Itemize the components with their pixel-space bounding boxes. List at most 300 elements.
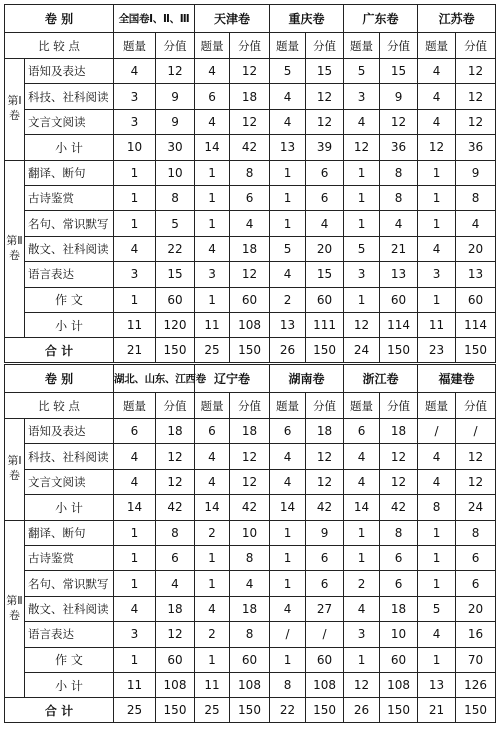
- value-cell: 12: [456, 444, 496, 469]
- row-item-label: 小 计: [25, 312, 114, 337]
- value-cell: 13: [380, 262, 418, 287]
- value-cell: 60: [230, 647, 270, 672]
- value-cell: 12: [156, 59, 195, 84]
- value-cell: 4: [418, 469, 456, 494]
- value-cell: 60: [156, 647, 195, 672]
- value-cell: 11: [114, 672, 156, 697]
- value-cell: 1: [418, 545, 456, 570]
- table-row: [5, 469, 496, 494]
- value-cell: 108: [230, 672, 270, 697]
- value-cell: 8: [156, 185, 195, 210]
- value-cell: 11: [418, 312, 456, 337]
- table-row: [5, 160, 496, 185]
- table-row: [5, 545, 496, 570]
- value-cell: 1: [418, 520, 456, 545]
- value-cell: 1: [195, 160, 230, 185]
- value-cell: 1: [195, 185, 230, 210]
- value-cell: 4: [418, 59, 456, 84]
- value-cell: 10: [156, 160, 195, 185]
- value-cell: 12: [456, 59, 496, 84]
- value-cell: 18: [156, 419, 195, 444]
- value-cell: 5: [156, 211, 195, 236]
- row-item-label: 小 计: [25, 135, 114, 160]
- value-cell: 12: [230, 59, 270, 84]
- value-cell: 60: [380, 647, 418, 672]
- value-cell: 1: [114, 287, 156, 312]
- province-header: 福建卷: [418, 365, 496, 393]
- value-cell: 18: [156, 596, 195, 621]
- value-cell: 70: [456, 647, 496, 672]
- total-cell: 150: [306, 698, 344, 723]
- comparison-table-1: [4, 4, 496, 363]
- value-cell: 108: [156, 672, 195, 697]
- value-cell: 11: [195, 312, 230, 337]
- total-cell: 21: [114, 338, 156, 363]
- section-label-1: 第Ⅰ卷: [5, 419, 25, 521]
- value-cell: 1: [270, 571, 306, 596]
- province-header: 全国卷Ⅰ、Ⅱ、Ⅲ: [114, 5, 195, 33]
- value-cell: 15: [156, 262, 195, 287]
- value-cell: 8: [418, 495, 456, 520]
- total-cell: 150: [156, 338, 195, 363]
- value-cell: 12: [456, 469, 496, 494]
- value-cell: 12: [156, 444, 195, 469]
- section-label-2: 第Ⅱ卷: [5, 160, 25, 338]
- value-cell: 1: [270, 160, 306, 185]
- value-cell: 4: [195, 596, 230, 621]
- value-cell: 12: [306, 444, 344, 469]
- value-cell: 27: [306, 596, 344, 621]
- table-row: [5, 672, 496, 697]
- value-cell: 8: [230, 622, 270, 647]
- province-header: 广东卷: [344, 5, 418, 33]
- value-cell: /: [306, 622, 344, 647]
- value-cell: 3: [114, 622, 156, 647]
- col-tiliang: 题量: [344, 33, 380, 59]
- value-cell: 12: [230, 109, 270, 134]
- value-cell: 5: [418, 596, 456, 621]
- value-cell: 14: [344, 495, 380, 520]
- table-row: [5, 262, 496, 287]
- row-item-label: 名句、常识默写: [25, 211, 114, 236]
- value-cell: 60: [306, 287, 344, 312]
- value-cell: 15: [306, 262, 344, 287]
- col-tiliang: 题量: [418, 393, 456, 419]
- value-cell: 9: [156, 109, 195, 134]
- value-cell: 126: [456, 672, 496, 697]
- total-cell: 150: [230, 338, 270, 363]
- value-cell: 18: [380, 596, 418, 621]
- section-label-2: 第Ⅱ卷: [5, 520, 25, 698]
- value-cell: 20: [306, 236, 344, 261]
- row-item-label: 语知及表达: [25, 59, 114, 84]
- value-cell: 42: [380, 495, 418, 520]
- table-row: [5, 495, 496, 520]
- total-cell: 25: [114, 698, 156, 723]
- value-cell: 2: [195, 622, 230, 647]
- province-header: 江苏卷: [418, 5, 496, 33]
- value-cell: 20: [456, 236, 496, 261]
- total-cell: 150: [306, 338, 344, 363]
- province-header: 重庆卷: [270, 5, 344, 33]
- value-cell: 4: [456, 211, 496, 236]
- value-cell: 60: [156, 287, 195, 312]
- total-cell: 25: [195, 698, 230, 723]
- col-tiliang: 题量: [114, 33, 156, 59]
- value-cell: 13: [456, 262, 496, 287]
- table-row: [5, 571, 496, 596]
- value-cell: 12: [344, 312, 380, 337]
- value-cell: 6: [156, 545, 195, 570]
- value-cell: 1: [195, 571, 230, 596]
- value-cell: 1: [418, 571, 456, 596]
- row-item-label: 古诗鉴赏: [25, 545, 114, 570]
- value-cell: 42: [230, 135, 270, 160]
- value-cell: 120: [156, 312, 195, 337]
- value-cell: 4: [418, 444, 456, 469]
- value-cell: 39: [306, 135, 344, 160]
- value-cell: 4: [418, 236, 456, 261]
- value-cell: 1: [195, 211, 230, 236]
- value-cell: 9: [456, 160, 496, 185]
- col-tiliang: 题量: [195, 33, 230, 59]
- col-tiliang: 题量: [270, 33, 306, 59]
- value-cell: 4: [344, 109, 380, 134]
- value-cell: 18: [230, 84, 270, 109]
- value-cell: 1: [270, 545, 306, 570]
- total-label: 合 计: [5, 698, 114, 723]
- col-tiliang: 题量: [114, 393, 156, 419]
- value-cell: 20: [456, 596, 496, 621]
- value-cell: 1: [195, 287, 230, 312]
- value-cell: 42: [230, 495, 270, 520]
- province-header: 湖北、山东、江西卷: [114, 365, 195, 393]
- table-row: [5, 647, 496, 672]
- value-cell: 1: [195, 545, 230, 570]
- comparison-table-2: [4, 364, 496, 723]
- value-cell: 9: [380, 84, 418, 109]
- value-cell: 11: [114, 312, 156, 337]
- value-cell: 13: [270, 135, 306, 160]
- table-row: [5, 84, 496, 109]
- province-header: 湖南卷: [270, 365, 344, 393]
- value-cell: 114: [456, 312, 496, 337]
- row-item-label: 作 文: [25, 647, 114, 672]
- value-cell: 5: [270, 236, 306, 261]
- value-cell: 6: [114, 419, 156, 444]
- col-fenzhi: 分值: [456, 393, 496, 419]
- value-cell: 4: [380, 211, 418, 236]
- total-cell: 26: [270, 338, 306, 363]
- value-cell: 13: [270, 312, 306, 337]
- col-fenzhi: 分值: [306, 33, 344, 59]
- value-cell: 1: [344, 520, 380, 545]
- row-item-label: 小 计: [25, 672, 114, 697]
- value-cell: 13: [418, 672, 456, 697]
- value-cell: 60: [456, 287, 496, 312]
- row-item-label: 语言表达: [25, 262, 114, 287]
- value-cell: 9: [306, 520, 344, 545]
- value-cell: 3: [114, 84, 156, 109]
- value-cell: 4: [344, 596, 380, 621]
- value-cell: 4: [270, 109, 306, 134]
- value-cell: 4: [418, 84, 456, 109]
- value-cell: 3: [344, 622, 380, 647]
- value-cell: 4: [418, 109, 456, 134]
- row-item-label: 文言文阅读: [25, 109, 114, 134]
- value-cell: 1: [344, 160, 380, 185]
- province-header: 天津卷: [195, 5, 270, 33]
- value-cell: 1: [344, 647, 380, 672]
- value-cell: 3: [114, 262, 156, 287]
- value-cell: 4: [195, 109, 230, 134]
- value-cell: 1: [195, 647, 230, 672]
- value-cell: 14: [195, 495, 230, 520]
- value-cell: 108: [306, 672, 344, 697]
- row-item-label: 语言表达: [25, 622, 114, 647]
- total-cell: 150: [456, 698, 496, 723]
- value-cell: 1: [114, 520, 156, 545]
- value-cell: 6: [230, 185, 270, 210]
- value-cell: 4: [270, 262, 306, 287]
- value-cell: 4: [418, 622, 456, 647]
- value-cell: 4: [270, 84, 306, 109]
- value-cell: 3: [418, 262, 456, 287]
- value-cell: 14: [270, 495, 306, 520]
- value-cell: 8: [230, 545, 270, 570]
- table-row: [5, 211, 496, 236]
- province-header: 浙江卷: [344, 365, 418, 393]
- col-fenzhi: 分值: [306, 393, 344, 419]
- row-item-label: 科技、社科阅读: [25, 444, 114, 469]
- table-row: [5, 520, 496, 545]
- value-cell: 21: [380, 236, 418, 261]
- value-cell: 16: [456, 622, 496, 647]
- value-cell: 4: [114, 236, 156, 261]
- value-cell: 5: [270, 59, 306, 84]
- value-cell: 12: [380, 469, 418, 494]
- table-row: [5, 287, 496, 312]
- value-cell: 6: [195, 419, 230, 444]
- value-cell: 6: [306, 185, 344, 210]
- value-cell: 14: [195, 135, 230, 160]
- value-cell: 1: [270, 647, 306, 672]
- value-cell: 2: [344, 571, 380, 596]
- value-cell: 12: [306, 84, 344, 109]
- table-row: [5, 135, 496, 160]
- row-item-label: 散文、社科阅读: [25, 596, 114, 621]
- value-cell: 12: [306, 109, 344, 134]
- value-cell: 15: [380, 59, 418, 84]
- value-cell: 3: [114, 109, 156, 134]
- value-cell: 12: [230, 469, 270, 494]
- value-cell: 10: [380, 622, 418, 647]
- value-cell: 12: [456, 84, 496, 109]
- value-cell: 114: [380, 312, 418, 337]
- row-item-label: 古诗鉴赏: [25, 185, 114, 210]
- value-cell: 1: [418, 211, 456, 236]
- value-cell: 4: [195, 469, 230, 494]
- value-cell: 15: [306, 59, 344, 84]
- section-label-1: 第Ⅰ卷: [5, 59, 25, 161]
- header-juanbie: 卷 别: [5, 365, 114, 393]
- value-cell: 12: [344, 135, 380, 160]
- value-cell: /: [418, 419, 456, 444]
- header-bijiao: 比 较 点: [5, 33, 114, 59]
- value-cell: 108: [230, 312, 270, 337]
- value-cell: 6: [380, 571, 418, 596]
- value-cell: 60: [306, 647, 344, 672]
- value-cell: 1: [114, 545, 156, 570]
- value-cell: 18: [230, 596, 270, 621]
- row-item-label: 翻译、断句: [25, 520, 114, 545]
- value-cell: 6: [195, 84, 230, 109]
- value-cell: 1: [114, 211, 156, 236]
- value-cell: 4: [270, 444, 306, 469]
- value-cell: 4: [114, 596, 156, 621]
- value-cell: 8: [380, 160, 418, 185]
- total-label: 合 计: [5, 338, 114, 363]
- table-row: [5, 109, 496, 134]
- value-cell: 1: [344, 287, 380, 312]
- value-cell: 1: [270, 520, 306, 545]
- value-cell: 8: [270, 672, 306, 697]
- value-cell: 8: [380, 520, 418, 545]
- value-cell: 2: [195, 520, 230, 545]
- value-cell: 1: [114, 571, 156, 596]
- value-cell: 4: [195, 444, 230, 469]
- value-cell: 36: [380, 135, 418, 160]
- value-cell: 4: [195, 236, 230, 261]
- total-cell: 150: [156, 698, 195, 723]
- value-cell: 12: [344, 672, 380, 697]
- value-cell: 6: [306, 571, 344, 596]
- value-cell: 1: [114, 185, 156, 210]
- value-cell: 1: [114, 647, 156, 672]
- value-cell: 4: [344, 444, 380, 469]
- value-cell: 12: [156, 622, 195, 647]
- value-cell: 6: [456, 571, 496, 596]
- total-cell: 25: [195, 338, 230, 363]
- value-cell: 14: [114, 495, 156, 520]
- value-cell: 12: [230, 444, 270, 469]
- row-item-label: 小 计: [25, 495, 114, 520]
- col-fenzhi: 分值: [456, 33, 496, 59]
- value-cell: 36: [456, 135, 496, 160]
- row-item-label: 作 文: [25, 287, 114, 312]
- row-item-label: 语知及表达: [25, 419, 114, 444]
- value-cell: 1: [418, 287, 456, 312]
- value-cell: 18: [230, 419, 270, 444]
- value-cell: 4: [114, 469, 156, 494]
- value-cell: 4: [270, 469, 306, 494]
- col-fenzhi: 分值: [380, 393, 418, 419]
- col-fenzhi: 分值: [230, 393, 270, 419]
- value-cell: 11: [195, 672, 230, 697]
- value-cell: 4: [114, 59, 156, 84]
- value-cell: 12: [418, 135, 456, 160]
- value-cell: 12: [456, 109, 496, 134]
- value-cell: 6: [306, 160, 344, 185]
- col-fenzhi: 分值: [156, 393, 195, 419]
- total-cell: 24: [344, 338, 380, 363]
- table-row: [5, 312, 496, 337]
- value-cell: 6: [344, 419, 380, 444]
- value-cell: 1: [344, 211, 380, 236]
- value-cell: 12: [380, 444, 418, 469]
- table-row: [5, 419, 496, 444]
- value-cell: 1: [418, 185, 456, 210]
- value-cell: 10: [230, 520, 270, 545]
- value-cell: 12: [306, 469, 344, 494]
- total-cell: 23: [418, 338, 456, 363]
- value-cell: 12: [380, 109, 418, 134]
- value-cell: 3: [344, 84, 380, 109]
- col-tiliang: 题量: [418, 33, 456, 59]
- row-item-label: 名句、常识默写: [25, 571, 114, 596]
- total-cell: 21: [418, 698, 456, 723]
- value-cell: 4: [306, 211, 344, 236]
- value-cell: 5: [344, 59, 380, 84]
- row-item-label: 散文、社科阅读: [25, 236, 114, 261]
- value-cell: 1: [418, 647, 456, 672]
- value-cell: 8: [456, 185, 496, 210]
- value-cell: 12: [230, 262, 270, 287]
- value-cell: 2: [270, 287, 306, 312]
- value-cell: 5: [344, 236, 380, 261]
- value-cell: 6: [380, 545, 418, 570]
- value-cell: 9: [156, 84, 195, 109]
- row-item-label: 文言文阅读: [25, 469, 114, 494]
- total-cell: 150: [456, 338, 496, 363]
- col-tiliang: 题量: [344, 393, 380, 419]
- value-cell: 18: [380, 419, 418, 444]
- value-cell: 1: [344, 185, 380, 210]
- total-cell: 22: [270, 698, 306, 723]
- value-cell: 18: [306, 419, 344, 444]
- table-row: [5, 185, 496, 210]
- value-cell: 22: [156, 236, 195, 261]
- value-cell: 4: [344, 469, 380, 494]
- table-row: [5, 444, 496, 469]
- value-cell: 8: [230, 160, 270, 185]
- total-cell: 150: [380, 698, 418, 723]
- table-row: [5, 622, 496, 647]
- value-cell: 18: [230, 236, 270, 261]
- province-header: 辽宁卷: [195, 365, 270, 393]
- value-cell: 8: [156, 520, 195, 545]
- value-cell: 60: [380, 287, 418, 312]
- value-cell: 108: [380, 672, 418, 697]
- value-cell: 8: [456, 520, 496, 545]
- value-cell: 42: [306, 495, 344, 520]
- value-cell: 4: [230, 571, 270, 596]
- value-cell: 3: [195, 262, 230, 287]
- col-fenzhi: 分值: [380, 33, 418, 59]
- value-cell: /: [270, 622, 306, 647]
- value-cell: 1: [114, 160, 156, 185]
- value-cell: 1: [270, 185, 306, 210]
- value-cell: 30: [156, 135, 195, 160]
- table-row: [5, 59, 496, 84]
- value-cell: 4: [230, 211, 270, 236]
- total-cell: 150: [380, 338, 418, 363]
- total-cell: 150: [230, 698, 270, 723]
- table-row: [5, 236, 496, 261]
- col-fenzhi: 分值: [156, 33, 195, 59]
- value-cell: 10: [114, 135, 156, 160]
- value-cell: 1: [270, 211, 306, 236]
